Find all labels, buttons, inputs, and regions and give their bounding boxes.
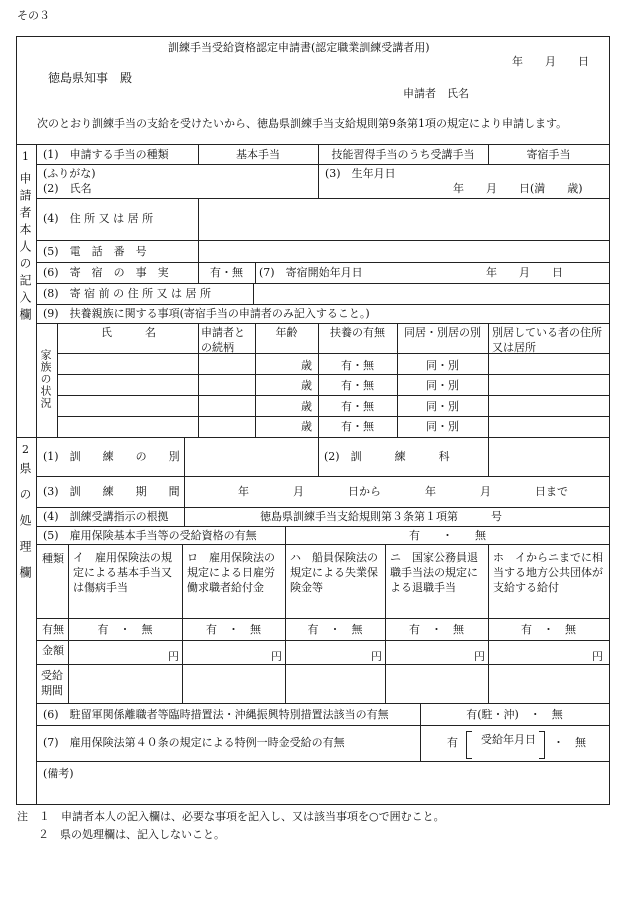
- dorm-fact-value: 有・無: [210, 266, 243, 279]
- col-relation: 申請者との続柄: [201, 326, 245, 354]
- special-lump-sum-label: (7) 雇用保険法第４０条の規定による特例一時金受給の有無: [43, 736, 345, 749]
- addressee: 徳島県知事 殿: [48, 71, 133, 85]
- dorm-start-label: (7) 寄宿開始年月日: [259, 266, 363, 279]
- col-cohabit: 同居・別居の別: [404, 326, 481, 339]
- cohabit-value: 同・別: [426, 359, 459, 372]
- furigana-label: (ふりがな): [43, 167, 96, 180]
- benefit-type-ho: ホ イからニまでに相当する地方公共団体が支給する給付: [493, 551, 603, 594]
- has-benefit-value: 有 ・ 無: [521, 623, 576, 636]
- insurance-eligibility-value: 有 ・ 無: [409, 529, 486, 542]
- amount-unit: 円: [168, 650, 179, 663]
- family-status-heading: 家族の状況: [39, 349, 52, 409]
- section2-heading: 県の処理欄: [18, 462, 32, 592]
- instruction-basis-label: (4) 訓練受講指示の根拠: [43, 510, 169, 523]
- has-benefit-value: 有 ・ 無: [97, 623, 153, 636]
- training-type-label: (1) 訓 練 の 別: [43, 450, 180, 463]
- training-course-label: (2) 訓 練 科: [324, 450, 450, 463]
- form-number: その３: [17, 9, 50, 22]
- amount-unit: 円: [371, 650, 382, 663]
- age-unit: 歳: [301, 359, 312, 372]
- birthdate-label: (3) 生年月日: [325, 167, 396, 180]
- dorm-allowance-option: 寄宿手当: [526, 148, 571, 161]
- amount-unit: 円: [271, 650, 282, 663]
- amount-unit: 円: [474, 650, 485, 663]
- benefit-type-ni: ニ 国家公務員退職手当法の規定による退職手当: [390, 551, 478, 594]
- insurance-eligibility-label: (5) 雇用保険基本手当等の受給資格の有無: [43, 529, 257, 542]
- has-benefit-value: 有 ・ 無: [307, 623, 363, 636]
- section1-heading: 申請者本人の記入欄: [18, 172, 32, 325]
- phone-label: (5) 電 話 番 号: [43, 245, 147, 258]
- cohabit-value: 同・別: [426, 420, 459, 433]
- dependent-value: 有・無: [341, 420, 374, 433]
- note-1: 注 １ 申請者本人の記入欄は、必要な事項を記入し、又は該当事項を○で囲むこと。: [17, 810, 445, 823]
- dependent-value: 有・無: [341, 379, 374, 392]
- form-title: 訓練手当受給資格認定申請書(認定職業訓練受講者用): [168, 41, 430, 54]
- date-field: 年 月 日: [512, 55, 589, 68]
- section2-number: 2: [22, 443, 29, 456]
- benefit-type-ro: ロ 雇用保険法の規定による日雇労働求職者給付金: [187, 551, 275, 594]
- lump-sum-no: ・ 無: [553, 736, 586, 749]
- bracket-right: [539, 731, 545, 759]
- cohabit-value: 同・別: [426, 379, 459, 392]
- amount-label: 金額: [42, 644, 64, 657]
- name-label: (2) 氏名: [43, 182, 92, 195]
- dependent-value: 有・無: [341, 359, 374, 372]
- age-unit: 歳: [301, 379, 312, 392]
- bracket-left: [466, 731, 472, 759]
- special-measures-label: (6) 駐留軍関係離職者等臨時措置法・沖縄振興特別措置法該当の有無: [43, 708, 389, 721]
- dorm-fact-label: (6) 寄 宿 の 事 実: [43, 266, 169, 279]
- lump-sum-date-label: 受給年月日: [481, 733, 536, 746]
- benefit-type-i: イ 雇用保険法の規定による基本手当又は傷病手当: [73, 551, 172, 594]
- allowance-type-label: (1) 申請する手当の種類: [43, 148, 169, 161]
- dorm-start-value: 年 月 日: [486, 266, 563, 279]
- applicant-name-label: 申請者 氏名: [403, 87, 469, 100]
- benefit-type-ha: ハ 船員保険法の規定による失業保険金等: [290, 551, 378, 594]
- benefit-period-label: 受給期間: [41, 669, 63, 697]
- type-row-label: 種類: [42, 552, 64, 565]
- cohabit-value: 同・別: [426, 400, 459, 413]
- age-unit: 歳: [301, 420, 312, 433]
- col-name: 氏 名: [101, 326, 156, 339]
- col-dependent: 扶養の有無: [330, 326, 385, 339]
- birthdate-value: 年 月 日(満 歳): [453, 182, 583, 195]
- col-age: 年齢: [275, 326, 298, 339]
- has-benefit-label: 有無: [42, 623, 64, 636]
- section1-number: 1: [22, 150, 29, 163]
- lump-sum-yes: 有: [447, 736, 458, 749]
- dependent-value: 有・無: [341, 400, 374, 413]
- intro-text: 次のとおり訓練手当の支給を受けたいから、徳島県訓練手当支給規則第9条第1項の規定により申請します。: [37, 117, 568, 130]
- has-benefit-value: 有 ・ 無: [206, 623, 261, 636]
- training-period-label: (3) 訓 練 期 間: [43, 485, 180, 498]
- note-2: ２ 県の処理欄は、記入しないこと。: [38, 828, 225, 841]
- amount-unit: 円: [592, 650, 603, 663]
- age-unit: 歳: [301, 400, 312, 413]
- prev-address-label: (8) 寄 宿 前 の 住 所 又 は 居 所: [43, 287, 212, 300]
- has-benefit-value: 有 ・ 無: [409, 623, 464, 636]
- special-measures-value: 有(駐・沖) ・ 無: [466, 708, 563, 721]
- basic-allowance-option: 基本手当: [236, 148, 280, 161]
- training-period-value: 年 月 日から 年 月 日まで: [238, 485, 568, 498]
- col-separate-address: 別居している者の住所又は居所: [492, 326, 602, 354]
- instruction-basis-value: 徳島県訓練手当支給規則第３条第１項第 号: [260, 510, 502, 523]
- address-label: (4) 住 所 又 は 居 所: [43, 212, 154, 225]
- remarks-label: (備考): [43, 767, 74, 780]
- course-allowance-option: 技能習得手当のうち受講手当: [331, 148, 475, 161]
- dependents-label: (9) 扶養親族に関する事項(寄宿手当の申請者のみ記入すること。): [43, 307, 370, 320]
